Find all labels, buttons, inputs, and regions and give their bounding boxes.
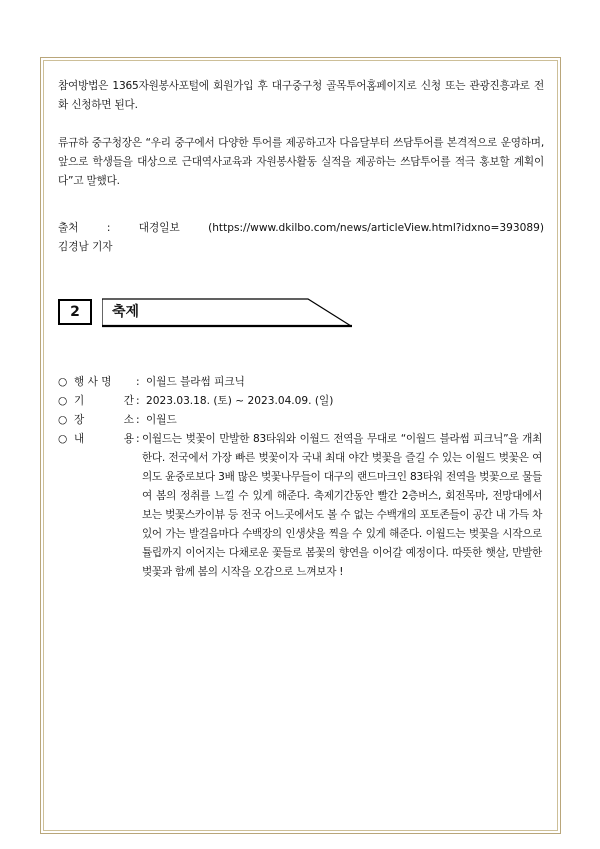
bullet-circle: ○ bbox=[58, 414, 68, 426]
event-content-value: 이월드는 벚꽃이 만발한 83타워와 이월드 전역을 무대로 “이월드 블라썸 피크닉”을 개최한다. 전국에서 가장 빠른 벚꽃이자 국내 최대 야간 벚꽃을 즐길 수 있는 이월드 벚꽃은 여의도 윤중로보다 3배 많은 벚꽃나무들이 대구의 랜드마크인 83타워 전역을 벚꽃으로 물들여 봄의 정취를 느낄 수 있게 해준다. 축제기간동안 빨간 2층버스, 회전목마, 전망대에서 보는 벚꽃스카이뷰 등 전국 어느곳에서도 볼 수 없는 수백개의 포토존들이 공간 내 가득 차 있어 가는 발걸음마다 수백장의 인생샷을 찍을 수 있게 해준다. 이월드는 벚꽃을 시작으로 튤립까지 이어지는 다채로운 꽃들로 봄꽃의 향연을 이어갈 예정이다. 따뜻한 햇살, 만발한 벚꽃과 함께 봄의 시작을 오감으로 느껴보자 ! bbox=[142, 433, 542, 578]
section-number-box: 2 bbox=[58, 299, 92, 325]
bullet-circle: ○ bbox=[58, 395, 68, 407]
bullet-circle: ○ bbox=[58, 376, 68, 388]
event-period-row: ○ 기 간 : 2023.03.18. (토) ~ 2023.04.09. (일) bbox=[58, 392, 544, 411]
source-url: (https://www.dkilbo.com/news/articleView.html?idxno=393089) bbox=[208, 222, 544, 234]
source-block bbox=[58, 219, 544, 257]
paragraph-quote: 류규하 중구청장은 “우리 중구에서 다양한 투어를 제공하고자 다음달부터 쓰담투어를 본격적으로 운영하며, 앞으로 학생들을 대상으로 근대역사교육과 자원봉사활동 실적을 제공하는 쓰담투어를 적극 홍보할 계획이다”고 말했다. bbox=[58, 137, 544, 187]
event-name-value: 이월드 블라썸 피크닉 bbox=[146, 376, 245, 388]
event-place-row: ○ 장 소 : 이월드 bbox=[58, 411, 544, 430]
reporter-line: 김경남 기자 bbox=[58, 241, 113, 253]
source-name: 대경일보 bbox=[138, 222, 180, 234]
source-line bbox=[58, 219, 544, 238]
source-label: 출처 bbox=[58, 222, 79, 234]
event-period-value: 2023.03.18. (토) ~ 2023.04.09. (일) bbox=[146, 395, 334, 407]
source-colon: : bbox=[106, 222, 111, 234]
event-place-value: 이월드 bbox=[146, 414, 177, 426]
section-title: 축제 bbox=[112, 304, 140, 320]
event-name-row: ○ 행 사 명 : 이월드 블라썸 피크닉 bbox=[58, 373, 544, 392]
section-header bbox=[58, 298, 354, 330]
paragraph-participation: 참여방법은 1365자원봉사포털에 회원가입 후 대구중구청 골목투어홈페이지로 신청 또는 관광진흥과로 전화 신청하면 된다. bbox=[58, 80, 544, 111]
event-period-label: 기 간 bbox=[74, 395, 134, 407]
event-content-label: 내 용 bbox=[74, 433, 134, 445]
section-title-frame bbox=[102, 298, 352, 328]
bullet-circle: ○ bbox=[58, 433, 68, 445]
event-name-label: 행 사 명 bbox=[74, 376, 112, 388]
event-info bbox=[58, 373, 544, 430]
event-place-label: 장 소 bbox=[74, 414, 134, 426]
